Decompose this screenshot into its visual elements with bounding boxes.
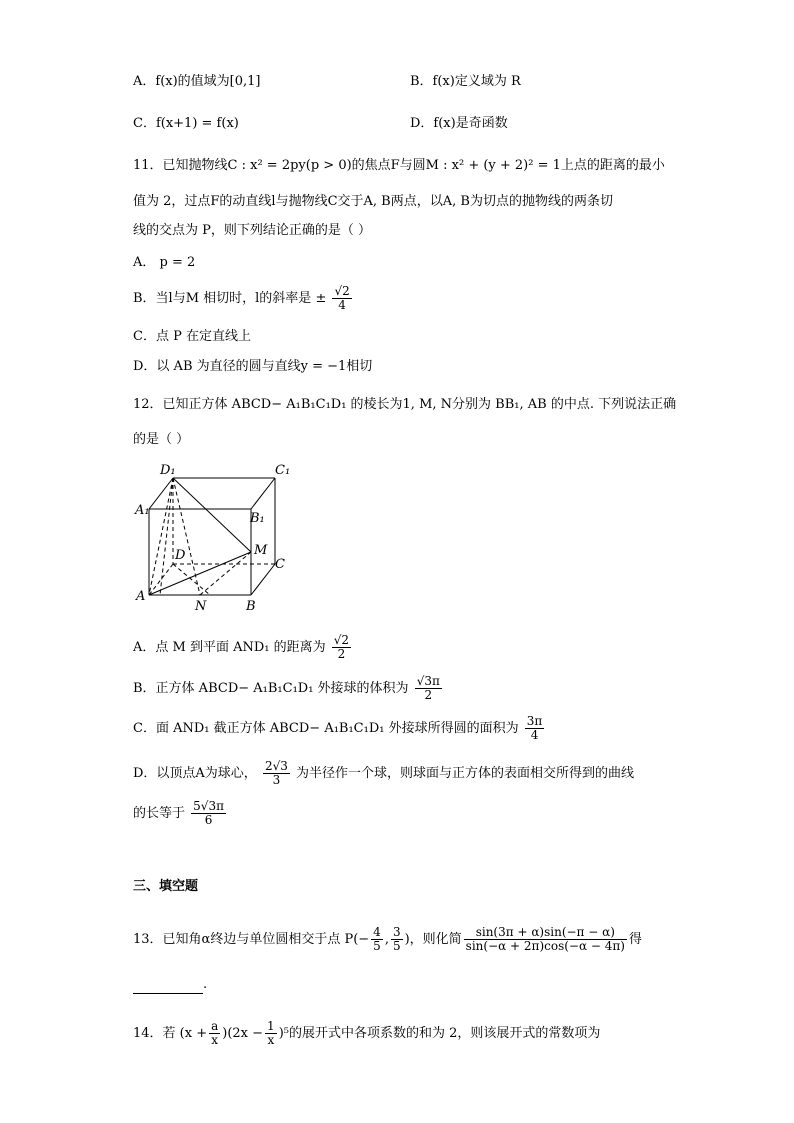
- q12-line1: 12．已知正方体 ABCD− A₁B₁C₁D₁ 的棱长为1, M, N分别为 BB₁, AB 的中点. 下列说法正确: [133, 397, 677, 412]
- frac-numerator: 2√3: [264, 759, 288, 773]
- label-n: N: [195, 599, 207, 614]
- q12-a-fraction: [332, 634, 351, 661]
- q13-line: [133, 926, 642, 953]
- q11-b-fraction: [332, 285, 351, 312]
- q12-option-b-text: B．正方体 ABCD− A₁B₁C₁D₁ 外接球的体积为: [133, 681, 409, 696]
- frac-numerator: √3π: [416, 674, 440, 688]
- label-b1: B₁: [250, 511, 265, 526]
- q13-p1-fraction: [371, 926, 383, 953]
- option-d-prev: D．f(x)是奇函数: [410, 116, 508, 131]
- label-a: A: [136, 589, 146, 604]
- q12-b-fraction: [415, 675, 442, 702]
- answer-blank[interactable]: [133, 979, 203, 994]
- frac-numerator: a: [211, 1019, 219, 1033]
- q13-expr-fraction: [464, 926, 627, 953]
- option-a-prev: A．f(x)的值域为[0,1]: [133, 74, 261, 89]
- frac-numerator: √2: [334, 284, 350, 298]
- q11-option-b-text: B．当l与M 相切时，l的斜率是 ±: [133, 291, 327, 306]
- q12-line2: 的是（ ）: [133, 432, 190, 447]
- option-c-prev: C．f(x+1) = f(x): [133, 116, 239, 131]
- label-d: D: [175, 548, 186, 563]
- q12-d-fraction: [263, 760, 290, 787]
- frac-numerator: 1: [267, 1019, 275, 1033]
- q12-option-d-line2: [133, 800, 228, 827]
- q11-option-d: D．以 AB 为直径的圆与直线y = −1相切: [133, 359, 373, 374]
- q14-exp: )⁵: [278, 1026, 289, 1041]
- q13-end: .: [203, 977, 208, 992]
- q12-option-a-text: A．点 M 到平面 AND₁ 的距离为: [133, 640, 326, 655]
- q12-option-d-text: D．以顶点A为球心，: [133, 766, 257, 781]
- frac-denominator: sin(−α + 2π)cos(−α − 4π): [465, 939, 625, 953]
- q11-line1: 11．已知抛物线C : x² = 2py(p > 0)的焦点F与圆M : x² + (y + 2)² = 1上点的距离的最小: [133, 158, 665, 173]
- cube-figure: [130, 458, 300, 618]
- q13-p2-fraction: [391, 926, 403, 953]
- frac-numerator: 4: [373, 925, 381, 939]
- q14-text-pre: 14．若 (x +: [133, 1026, 208, 1041]
- frac-denominator: 4: [338, 298, 346, 312]
- q13-sep: ,: [384, 932, 389, 947]
- label-m: M: [254, 543, 268, 558]
- frac-numerator: 5√3π: [193, 799, 224, 813]
- q13-text-mid: )，则化简: [404, 932, 462, 947]
- frac-denominator: x: [267, 1033, 275, 1047]
- frac-denominator: 3: [272, 773, 281, 787]
- frac-numerator: 3π: [526, 714, 543, 728]
- q14-a-fraction: [209, 1020, 220, 1047]
- q12-option-d: [133, 760, 634, 787]
- q11-option-b: [133, 285, 354, 312]
- label-d1: D₁: [160, 463, 176, 478]
- q12-option-b: [133, 675, 444, 702]
- q14-text-mid: )(2x −: [222, 1026, 264, 1041]
- q12-c-fraction: [525, 715, 545, 742]
- frac-numerator: sin(3π + α)sin(−π − α): [464, 926, 627, 940]
- q14-text-post: 的展开式中各项系数的和为 2，则该展开式的常数项为: [288, 1026, 601, 1041]
- frac-denominator: 5: [392, 939, 401, 953]
- q12-option-c-text: C．面 AND₁ 截正方体 ABCD− A₁B₁C₁D₁ 外接球所得圆的面积为: [133, 721, 519, 736]
- frac-numerator: √2: [333, 633, 350, 647]
- q12-option-d-text-2: 为半径作一个球，则球面与正方体的表面相交所得到的曲线: [296, 766, 635, 781]
- frac-denominator: 4: [530, 728, 539, 742]
- q11-line2: 值为 2，过点F的动直线l与抛物线C交于A, B两点，以A, B为切点的抛物线的两条切: [133, 194, 613, 209]
- q13-text-pre: 13．已知角α终边与单位圆相交于点 P(−: [133, 932, 370, 947]
- label-b: B: [246, 599, 256, 614]
- q12-d2-fraction: [191, 800, 226, 827]
- q14-line: [133, 1020, 600, 1047]
- q11-option-a: A． p = 2: [133, 255, 196, 270]
- q14-b-fraction: [265, 1020, 277, 1047]
- frac-denominator: 5: [373, 939, 381, 953]
- label-c: C: [275, 557, 285, 572]
- label-a1: A₁: [135, 503, 150, 518]
- frac-numerator: 3: [392, 925, 401, 939]
- frac-denominator: 2: [337, 647, 346, 661]
- q12-option-a: [133, 634, 353, 661]
- section-title: 三、填空题: [133, 879, 199, 894]
- option-b-prev: B．f(x)定义域为 R: [410, 74, 521, 89]
- frac-denominator: 6: [204, 813, 213, 827]
- q12-option-d-line2-text: 的长等于: [133, 806, 186, 821]
- q13-answer-line: [133, 976, 207, 994]
- q13-text-post: 得: [628, 932, 642, 947]
- frac-denominator: 2: [424, 688, 433, 702]
- q11-option-c: C．点 P 在定直线上: [133, 329, 251, 344]
- q11-line3: 线的交点为 P，则下列结论正确的是（ ）: [133, 223, 372, 238]
- label-c1: C₁: [275, 463, 291, 478]
- q12-option-c: [133, 715, 546, 742]
- frac-denominator: x: [211, 1033, 219, 1047]
